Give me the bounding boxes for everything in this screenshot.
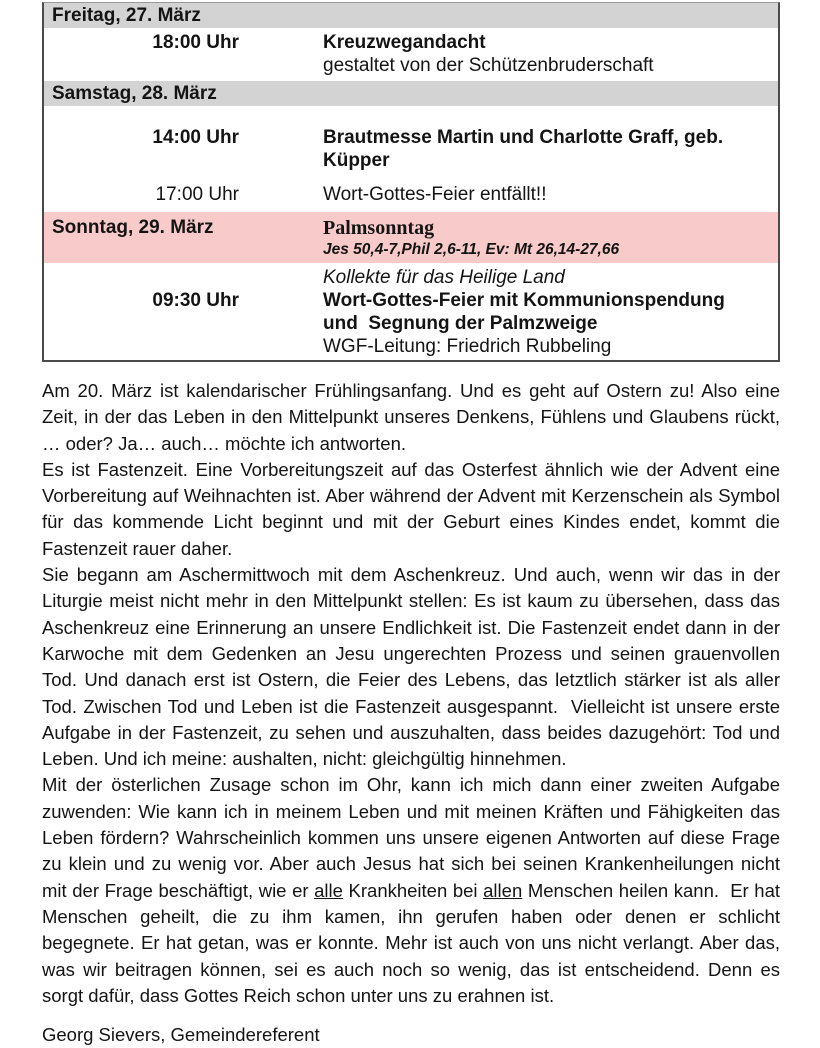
event-time: 14:00 Uhr [152,127,239,148]
article-text [42,378,780,1048]
event-details [323,31,778,77]
paragraph [42,772,780,1009]
event-details [323,126,778,172]
feast-readings: Jes 50,4-7,Phil 2,6-11, Ev: Mt 26,14-27,66 [323,241,620,258]
paragraph: Sie begann am Aschermittwoch mit dem Aschenkreuz. Und auch, wenn wir das in der Liturgie meist nicht mehr in den Mittelpunkt stellen: Es ist kaum zu übersehen, dass das Aschenkreuz eine Erinnerung an unsere Endlichkeit ist. Die Fastenzeit endet dann in der Karwoche mit dem Gedenken an Jesu ungerechten Prozess und seinen grauenvollen Tod. Und danach erst ist Ostern, die Feier des Lebens, das letztlich stärker ist als aller Tod. Zwischen Tod und Leben ist die Fastenzeit ausgespannt. Vielleicht ist unsere erste Aufgabe in der Fastenzeit, zu sehen und auszuhalten, dass beides dazugehört: Tod und Leben. Und ich meine: aushalten, nicht: gleichgültig hinnehmen. [42,564,780,770]
event-note: gestaltet von der Schützenbruderschaft [323,55,654,76]
text-segment: Krankheiten bei [342,879,484,901]
day-label: Sonntag, 29. März [52,217,214,238]
event-time: 17:00 Uhr [155,184,239,205]
underlined-word: alle [314,879,343,901]
event-title: Brautmesse Martin und Charlotte Graff, geb. Küpper [323,127,729,171]
event-row [44,126,778,172]
event-details [323,266,778,289]
paragraph: Es ist Fastenzeit. Eine Vorbereitungszeit auf das Osterfest ähnlich wie der Advent eine Vorbereitung auf Weihnachten ist. Aber während der Advent mit Kerzenschein als Symbol für das kommende Licht beginnt und mit der Geburt eines Kindes endet, kommt die Fastenzeit rauer daher. [42,458,780,559]
paragraph: Am 20. März ist kalendarischer Frühlingsanfang. Und es geht auf Ostern zu! Also eine Zeit, in der das Leben in den Mittelpunkt unseres Denkens, Fühlens und Glaubens rückt, … oder? Ja… auch… möchte ich antworten. [42,380,780,454]
event-leader: WGF-Leitung: Friedrich Rubbeling [323,336,612,357]
event-title: Wort-Gottes-Feier mit Kommunionspendung [323,290,725,311]
schedule-table [42,2,780,362]
feast-day-row [44,212,778,263]
day-label: Samstag, 28. März [52,83,217,104]
signature: Georg Sievers, Gemeindereferent [42,1024,320,1046]
feast-details [323,216,778,259]
event-time [44,266,323,289]
bulletin-page [0,2,820,1046]
collection-note: Kollekte für das Heilige Land [323,267,565,288]
event-row [44,289,778,358]
event-row [44,183,778,206]
event-time: 09:30 Uhr [152,290,239,311]
underlined-word: allen [483,879,523,901]
text-segment: Menschen heilen kann. Er hat Menschen geheilt, die zu ihm kamen, ihn gerufen haben oder denen er schlicht begegnete. Er hat getan, was er konnte. Mehr ist auch von uns nicht verlangt. Aber das, was wir beitragen können, sei es auch noch so wenig, das ist entscheidend. Denn es sorgt dafür, dass Gottes Reich schon unter uns zu erahnen ist. [42,879,781,1006]
event-title-continued: und Segnung der Palmzweige [323,313,598,334]
event-row [44,31,778,77]
day-header-row [44,81,778,106]
event-title: Kreuzwegandacht [323,32,486,53]
event-details [323,183,778,206]
feast-title: Palmsonntag [323,217,435,239]
day-header-row [44,3,778,28]
event-row [44,266,778,289]
day-label: Freitag, 27. März [52,5,201,26]
event-title: Wort-Gottes-Feier entfällt!! [323,184,547,205]
event-details [323,289,778,358]
text-segment: Mit der österlichen Zusage schon im Ohr, kann ich mich dann einer zweiten Aufgabe zuwenden: Wie kann ich in meinem Leben und mit meinen Kräften und Fähigkeiten das Leben fördern? Wahrscheinlich kommen uns unsere eigenen Antworten auf diese Frage zu klein und zu wenig vor. Aber auch Jesus hat sich bei seinen Krankenheilungen nicht mit der Frage beschäftigt, wie er [42,774,780,901]
event-time: 18:00 Uhr [152,32,239,53]
